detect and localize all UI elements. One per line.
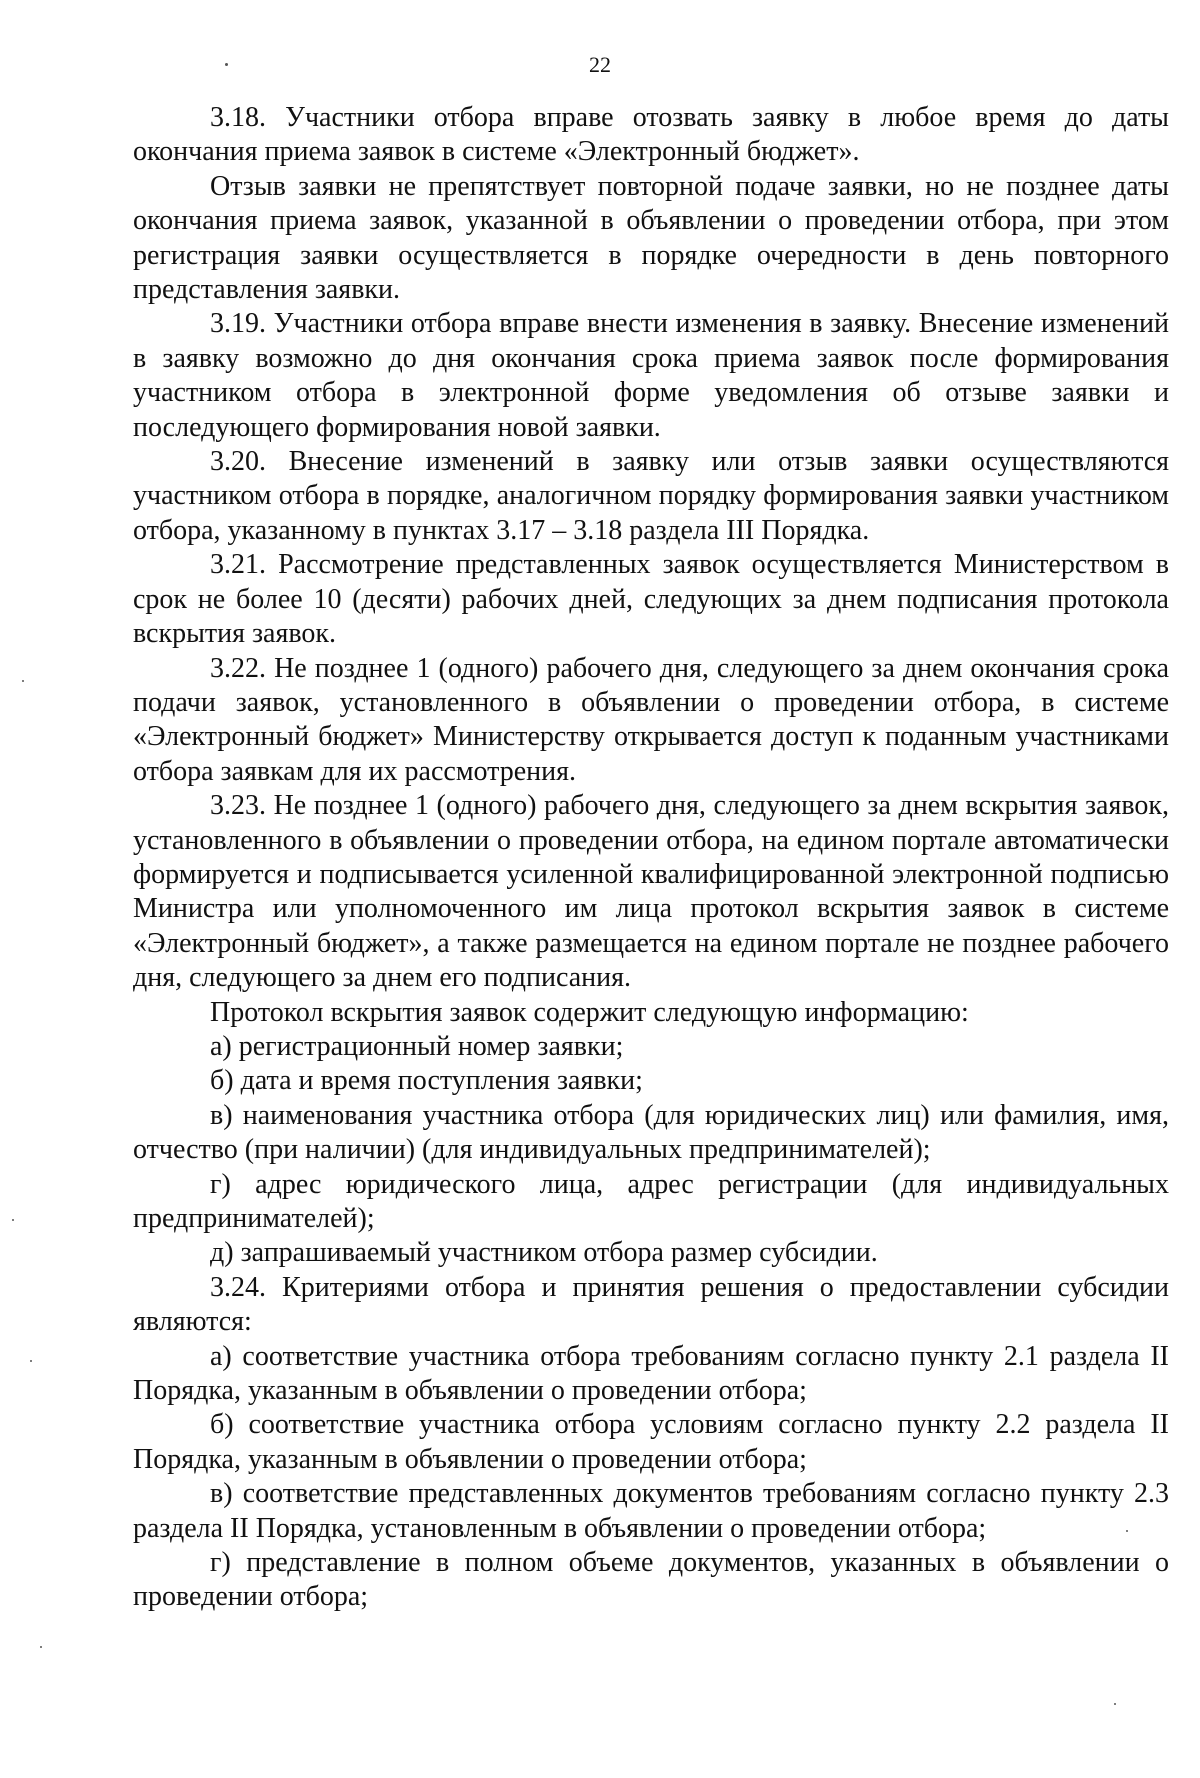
paragraph-protocol-intro: Протокол вскрытия заявок содержит следующую информацию: xyxy=(210,996,969,1028)
criteria-item-g: г) представление в полном объеме документов, указанных в объявлении о проведении отбора; xyxy=(133,1547,1169,1613)
list-item-v: в) наименования участника отбора (для юридических лиц) или фамилия, имя, отчество (при наличии) (для индивидуальных предпринимателей); xyxy=(133,1099,1169,1166)
paragraph-withdrawal-note: Отзыв заявки не препятствует повторной подаче заявки, но не позднее даты окончания приема заявок, указанной в объявлении о проведении отбора, при этом регистрация заявки осуществляется в порядке очередности в день повторного представления заявки. xyxy=(133,170,1169,306)
scan-speck xyxy=(22,680,24,682)
paragraph-3-23: 3.23. Не позднее 1 (одного) рабочего дня, следующего за днем вскрытия заявок, установленного в объявлении о проведении отбора, на едином портале автоматически формируется и подписывается усиленной квалифицированной электронной подписью Министра или уполномоченного им лица протокол вскрытия заявок в системе «Электронный бюджет», а также размещается на едином портале не позднее рабочего дня, следующего за днем его подписания. xyxy=(133,790,1169,994)
criteria-item-v: в) соответствие представленных документов требованиям согласно пункту 2.3 раздела II Порядка, установленным в объявлении о проведении отбора; xyxy=(133,1478,1169,1544)
paragraph-3-21: 3.21. Рассмотрение представленных заявок осуществляется Министерством в срок не более 10 (десяти) рабочих дней, следующих за днем подписания протокола вскрытия заявок. xyxy=(133,549,1169,650)
paragraph-3-22: 3.22. Не позднее 1 (одного) рабочего дня, следующего за днем окончания срока подачи заявок, установленного в объявлении о проведении отбора, в системе «Электронный бюджет» Министерству открывается доступ к поданным участниками отбора заявкам для их рассмотрения. xyxy=(133,652,1169,787)
scan-speck xyxy=(225,63,228,66)
paragraph-3-24: 3.24. Критериями отбора и принятия решения о предоставлении субсидии являются: xyxy=(133,1271,1169,1338)
document-body xyxy=(133,101,1169,1615)
list-item-b: б) дата и время поступления заявки; xyxy=(210,1065,643,1097)
paragraph-3-19: 3.19. Участники отбора вправе внести изменения в заявку. Внесение изменений в заявку возможно до дня окончания срока приема заявок после формирования участником отбора в электронной форме уведомления об отзыве заявки и последующего формирования новой заявки. xyxy=(133,308,1169,443)
scan-speck xyxy=(1114,1703,1116,1705)
criteria-item-b: б) соответствие участника отбора условиям согласно пункту 2.2 раздела II Порядка, указанным в объявлении о проведении отбора; xyxy=(133,1409,1169,1475)
list-item-g: г) адрес юридического лица, адрес регистрации (для индивидуальных предпринимателей); xyxy=(133,1168,1169,1234)
scan-speck xyxy=(1126,1530,1128,1532)
paragraph-3-18: 3.18. Участники отбора вправе отозвать заявку в любое время до даты окончания приема заявок в системе «Электронный бюджет». xyxy=(133,102,1169,168)
paragraph-3-20: 3.20. Внесение изменений в заявку или отзыв заявки осуществляются участником отбора в порядке, аналогичном порядку формирования заявки участником отбора, указанному в пунктах 3.17 – 3.18 раздела III Порядка. xyxy=(133,446,1169,546)
page-number: 22 xyxy=(589,52,611,77)
scan-speck xyxy=(40,1646,42,1648)
scan-speck xyxy=(12,1219,14,1221)
list-item-a: а) регистрационный номер заявки; xyxy=(210,1030,624,1062)
list-item-d: д) запрашиваемый участником отбора размер субсидии. xyxy=(210,1237,878,1269)
scan-speck xyxy=(30,1360,32,1362)
criteria-item-a: а) соответствие участника отбора требованиям согласно пункту 2.1 раздела II Порядка, указанным в объявлении о проведении отбора; xyxy=(133,1340,1169,1407)
